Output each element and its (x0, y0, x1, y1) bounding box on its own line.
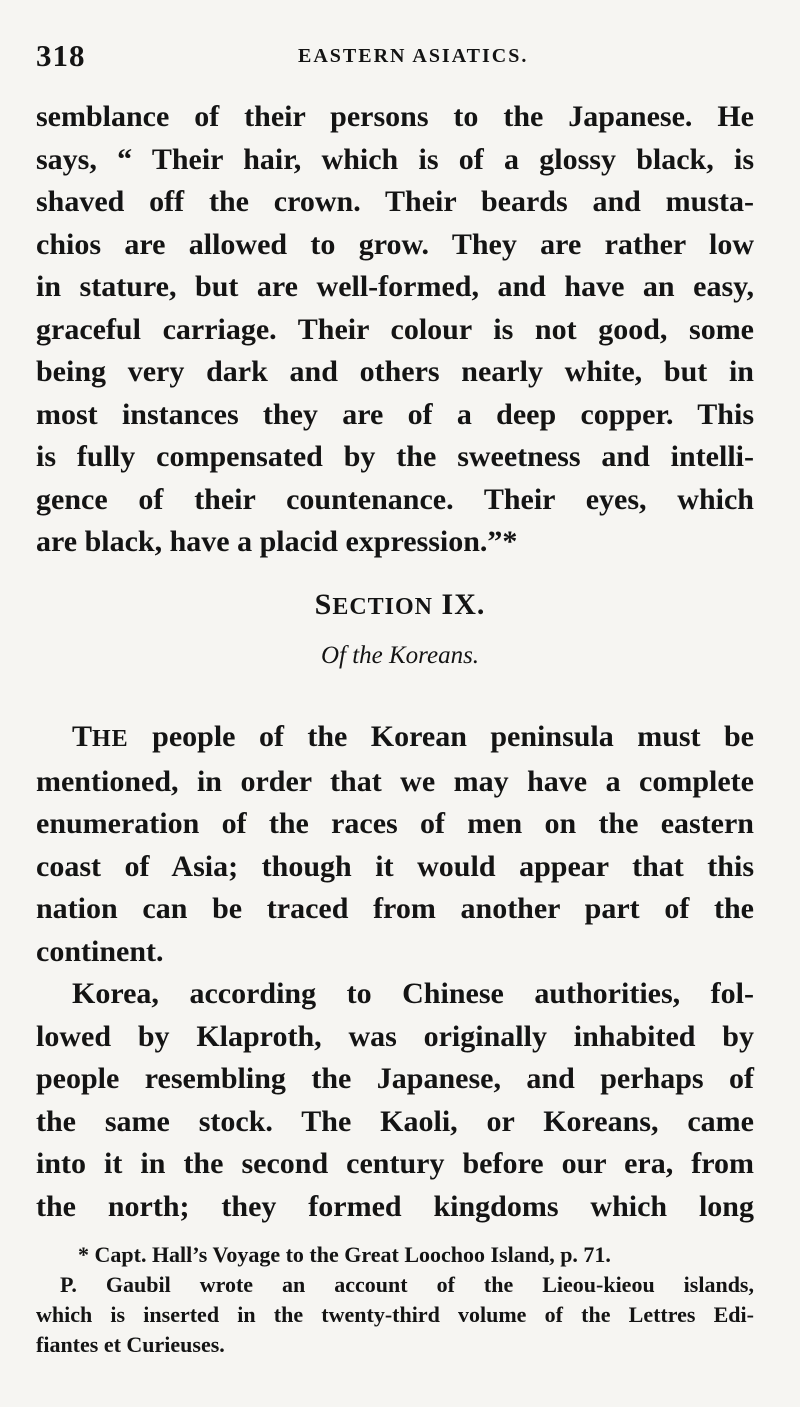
text-line: lowed by Klaproth, was originally inhabited by (36, 1019, 754, 1053)
text-line-lead (36, 716, 754, 761)
text-line: enumeration of the races of men on the eastern (36, 807, 754, 840)
text-line: most instances they are of a deep copper. This (36, 397, 754, 431)
paragraph-1 (36, 96, 754, 564)
text-line: is fully compensated by the sweetness and intelli- (36, 440, 754, 473)
footnote-line: P. Gaubil wrote an account of the Lieou-kieou islands, (60, 1272, 754, 1297)
text-line: people resembling the Japanese, and perhaps of (36, 1062, 754, 1095)
text-line: mentioned, in order that we may have a complete (36, 764, 754, 798)
text-line: the same stock. The Kaoli, or Koreans, came (36, 1104, 754, 1138)
running-title: EASTERN ASIATICS. (298, 45, 529, 67)
lead-initial: T (72, 720, 93, 753)
text-line: are black, have a placid expression.”* (36, 525, 518, 558)
text-line: the north; they formed kingdoms which long (36, 1189, 754, 1223)
footnotes (36, 1240, 754, 1360)
text-line: semblance of their persons to the Japanese. He (36, 100, 754, 133)
text-line: in stature, but are well-formed, and have an easy, (36, 270, 754, 303)
text-line: Korea, according to Chinese authorities, fol- (72, 977, 754, 1010)
footnote-line: which is inserted in the twenty-third volume of the Lettres Edi- (36, 1302, 754, 1327)
text-line: chios are allowed to grow. They are rather low (36, 227, 754, 261)
page-header (36, 38, 756, 78)
text-line: nation can be traced from another part of the (36, 892, 754, 925)
lead-small-caps: HE (92, 726, 129, 752)
text-line: says, “ Their hair, which is of a glossy black, is (36, 142, 754, 176)
text-line: into it in the second century before our era, from (36, 1147, 754, 1180)
section-word: ECTION (332, 594, 434, 620)
paragraph-2 (36, 716, 754, 1228)
section-prefix: S (314, 588, 333, 621)
text-line: gence of their countenance. Their eyes, which (36, 482, 754, 516)
text-line: continent. (36, 934, 164, 968)
section-subtitle: Of the Koreans. (320, 642, 480, 669)
text-line: coast of Asia; though it would appear that this (36, 849, 754, 883)
text-line: graceful carriage. Their colour is not good, some (36, 312, 754, 346)
lead-rest: people of the Korean peninsula must be (152, 720, 754, 753)
footnote-line: fiantes et Curieuses. (36, 1332, 225, 1357)
section-heading (0, 588, 800, 622)
text-line: shaved off the crown. Their beards and musta- (36, 185, 754, 218)
text-line: being very dark and others nearly white, but in (36, 355, 754, 388)
section-numeral: IX. (441, 588, 486, 621)
page-number: 318 (36, 38, 86, 73)
footnote-1: * Capt. Hall’s Voyage to the Great Loochoo Island, p. 71. (78, 1242, 611, 1267)
